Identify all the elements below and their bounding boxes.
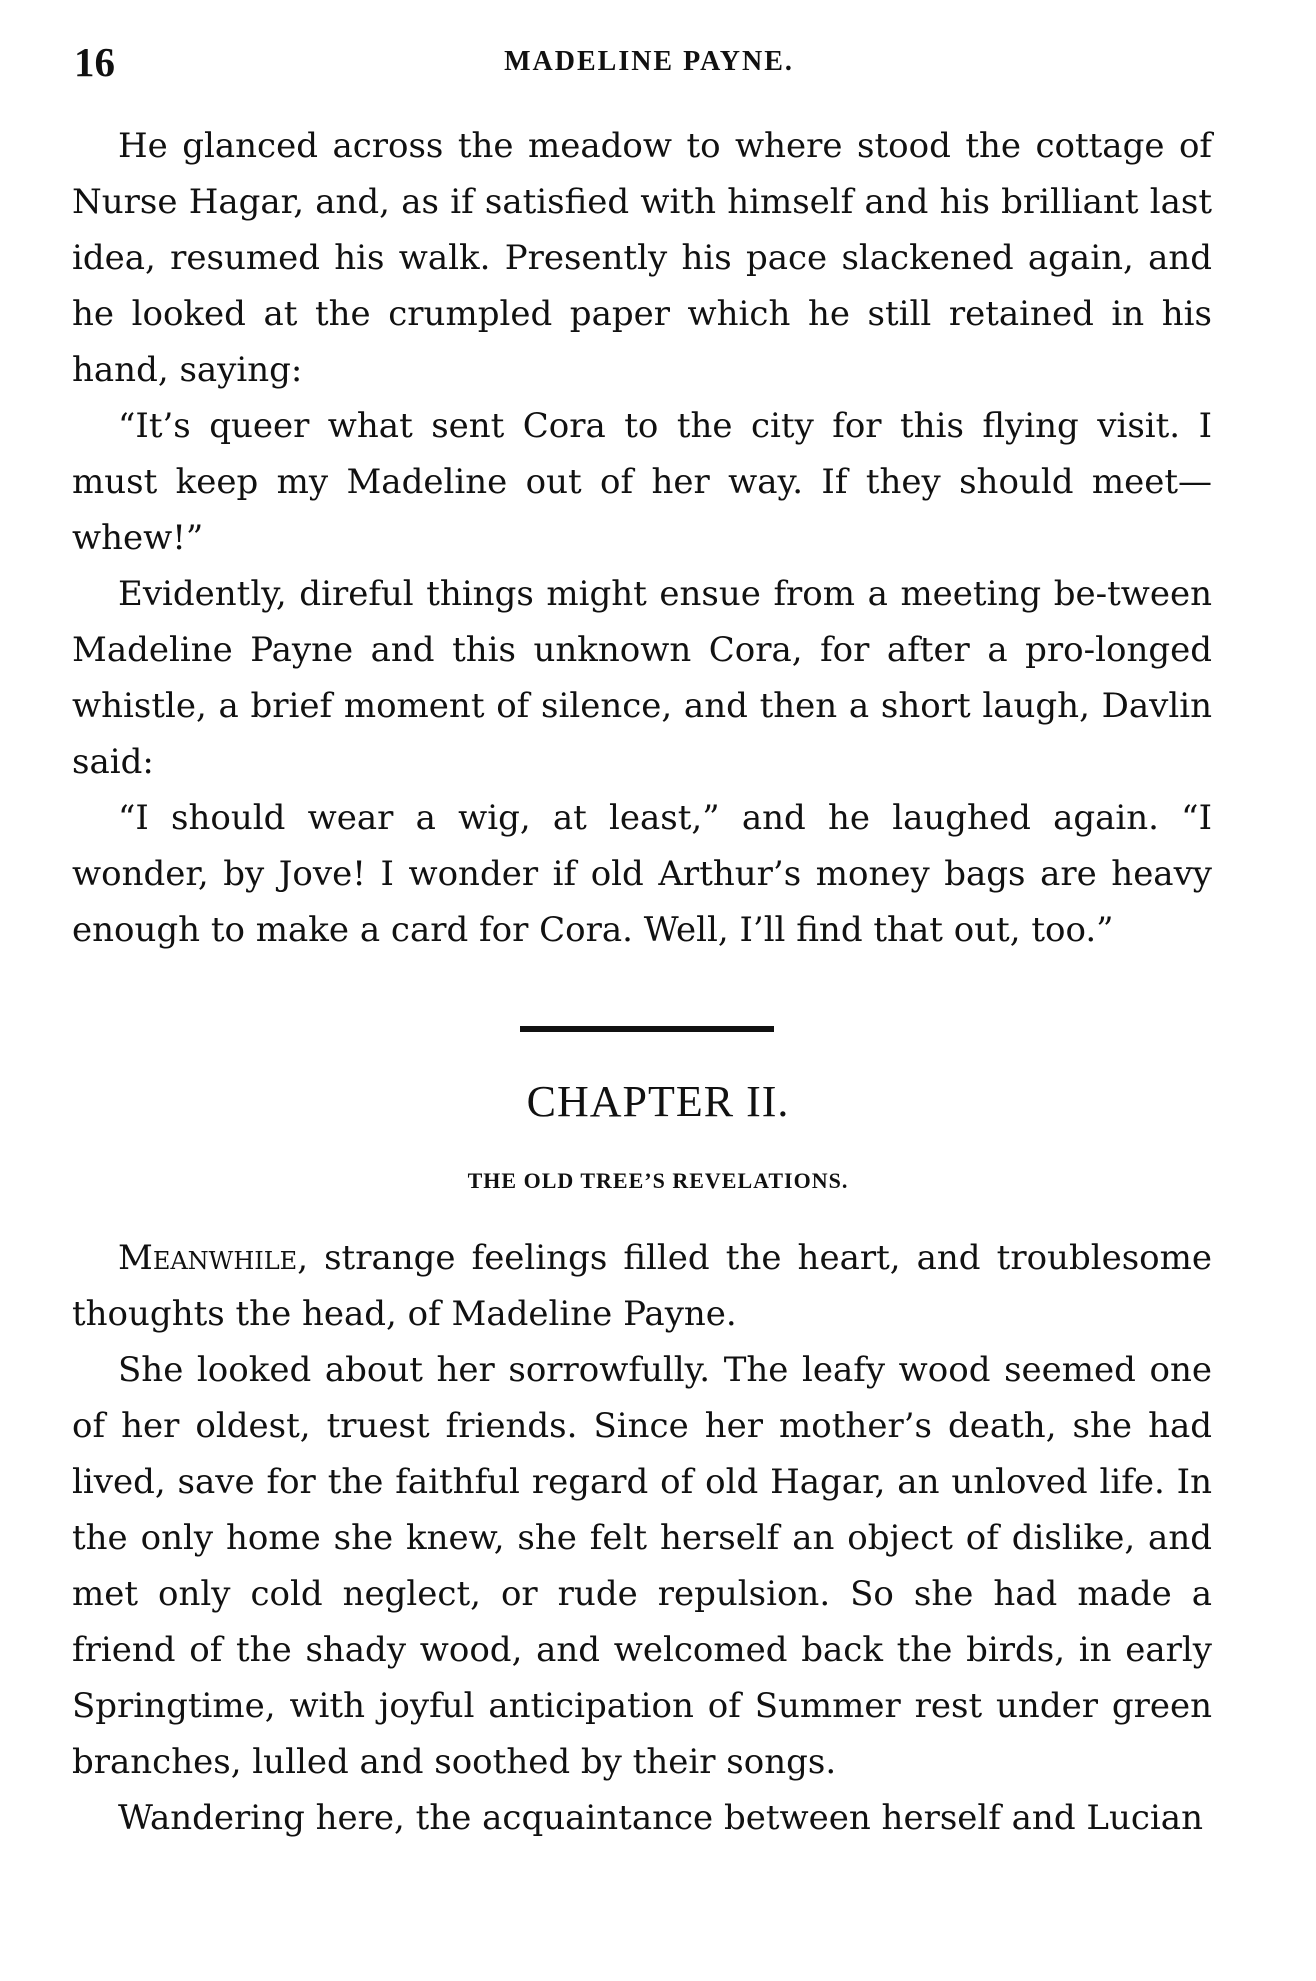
paragraph: Evidently, direful things might ensue from a meeting be-tween Madeline Payne and this unknown Cora, for after a pro-longed whistle, a brief moment of silence, and then a short laugh, Davlin said:	[72, 574, 1212, 782]
paragraph-text: strange feelings filled the heart, and troublesome thoughts the head, of Madeline Payne.	[72, 1238, 1212, 1334]
paragraph: He glanced across the meadow to where stood the cottage of Nurse Hagar, and, as if satisfied with himself and his brilliant last idea, resumed his walk. Presently his pace slackened again, and he looked at the crumpled paper which he still retained in his hand, saying:	[72, 126, 1212, 390]
page-header	[74, 38, 1224, 88]
section-divider-rule	[520, 1026, 774, 1032]
page-number: 16	[74, 39, 115, 85]
paragraph	[72, 1230, 1212, 1342]
chapter-title: CHAPTER II.	[526, 1077, 790, 1126]
paragraph: She looked about her sorrowfully. The leafy wood seemed one of her oldest, truest friends. Since her mother’s death, she had lived, save for the faithful regard of old Hagar, an unloved life. In the only home she knew, she felt herself an object of dislike, and met only cold neglect, or rude repulsion. So she had made a friend of the shady wood, and welcomed back the birds, in early Springtime, with joyful anticipation of Summer rest under green branches, lulled and soothed by their songs.	[72, 1350, 1212, 1782]
paragraph: Wandering here, the acquaintance between herself and Lucian	[118, 1798, 1203, 1838]
chapter-subtitle: THE OLD TREE’S REVELATIONS.	[467, 1168, 849, 1193]
chapter-opening-word: Meanwhile,	[118, 1238, 309, 1278]
text-before-chapter	[72, 118, 1212, 958]
chapter-text	[72, 1230, 1212, 1846]
running-title: MADELINE PAYNE.	[504, 46, 794, 77]
paragraph: “I should wear a wig, at least,” and he laughed again. “I wonder, by Jove! I wonder if old Arthur’s money bags are heavy enough to make a card for Cora. Well, I’ll find that out, too.”	[72, 798, 1212, 950]
paragraph: “It’s queer what sent Cora to the city for this flying visit. I must keep my Madeline out of her way. If they should meet—whew!”	[72, 406, 1212, 558]
